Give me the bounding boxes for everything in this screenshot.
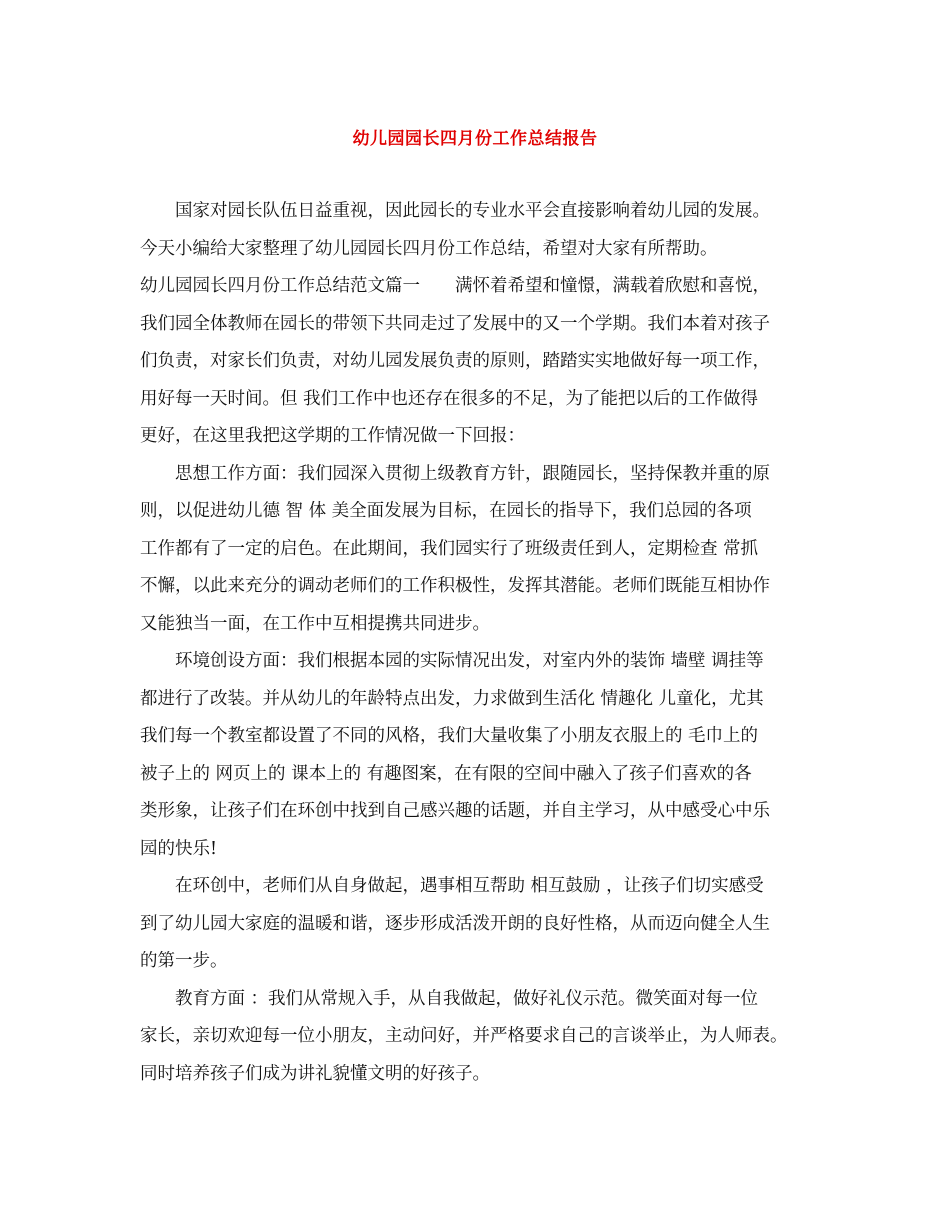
body-line: 工作都有了一定的启色。在此期间，我们园实行了班级责任到人，定期检查 常抓: [140, 538, 759, 559]
body-line: 我们每一个教室都设置了不同的风格，我们大量收集了小朋友衣服上的 毛巾上的: [140, 726, 759, 746]
body-line: 幼儿园园长四月份工作总结范文篇一 满怀着希望和憧憬，满载着欣慰和喜悦，: [140, 276, 770, 296]
body-line: 我们园全体教师在园长的带领下共同走过了发展中的又一个学期。我们本着对孩子: [140, 313, 770, 334]
body-line: 同时培养孩子们成为讲礼貌懂文明的好孩子。: [140, 1063, 490, 1084]
document-body: [140, 193, 820, 1093]
body-line: 都进行了改装。并从幼儿的年龄特点出发，力求做到生活化 情趣化 儿童化，尤其: [140, 688, 764, 709]
body-line: 今天小编给大家整理了幼儿园园长四月份工作总结，希望对大家有所帮助。: [140, 238, 718, 259]
body-line: 家长，亲切欢迎每一位小朋友，主动问好，并严格要求自己的言谈举止，为人师表。: [140, 1026, 788, 1046]
document-title: 幼儿园园长四月份工作总结报告: [352, 129, 598, 149]
body-line: 国家对园长队伍日益重视，因此园长的专业水平会直接影响着幼儿园的发展。: [140, 201, 770, 221]
body-line: 到了幼儿园大家庭的温暖和谐，逐步形成活泼开朗的良好性格，从而迈向健全人生: [140, 913, 770, 934]
body-line: 类形象，让孩子们在环创中找到自己感兴趣的话题，并自主学习，从中感受心中乐: [140, 801, 770, 821]
body-line: 更好，在这里我把这学期的工作情况做一下回报：: [140, 426, 525, 446]
body-line: 又能独当一面，在工作中互相提携共同进步。: [140, 613, 490, 634]
body-line: 不懈，以此来充分的调动老师们的工作积极性，发挥其潜能。老师们既能互相协作: [140, 576, 770, 596]
body-line: 则，以促进幼儿德 智 体 美全面发展为目标，在园长的指导下，我们总园的各项: [140, 501, 752, 521]
body-line: 被子上的 网页上的 课本上的 有趣图案，在有限的空间中融入了孩子们喜欢的各: [140, 763, 752, 784]
body-line: 在环创中，老师们从自身做起，遇事相互帮助 相互鼓励 ，让孩子们切实感受: [140, 876, 764, 896]
body-line: 思想工作方面：我们园深入贯彻上级教育方针，跟随园长，坚持保教并重的原: [140, 463, 770, 484]
body-line: 的第一步。: [140, 951, 228, 971]
body-line: 用好每一天时间。但 我们工作中也还存在很多的不足，为了能把以后的工作做得: [140, 388, 759, 409]
body-line: 们负责，对家长们负责，对幼儿园发展负责的原则，踏踏实实地做好每一项工作，: [140, 351, 770, 371]
body-line: 教育方面 ：我们从常规入手，从自我做起，做好礼仪示范。微笑面对每一位: [140, 988, 759, 1009]
body-line: 环境创设方面：我们根据本园的实际情况出发，对室内外的装饰 墙壁 调挂等: [140, 651, 764, 671]
body-line: 园的快乐!: [140, 838, 218, 859]
